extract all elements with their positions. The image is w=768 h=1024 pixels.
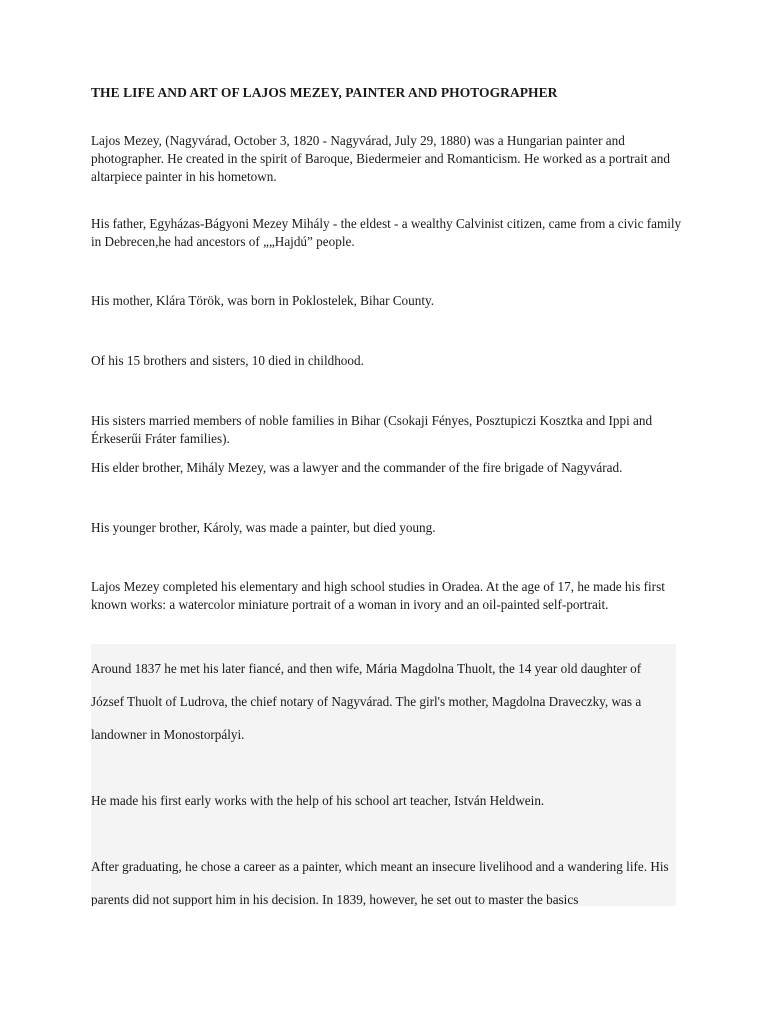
paragraph-mother: His mother, Klára Török, was born in Poklostelek, Bihar County. [91, 293, 435, 308]
shaded-text-block [91, 644, 676, 906]
paragraph-younger-brother: His younger brother, Károly, was made a painter, but died young. [91, 520, 436, 535]
paragraph-father: His father, Egyházas-Bágyoni Mezey Mihály - the eldest - a wealthy Calvinist citizen, came from a civic family in Debrecen,he had ancestors of „„Hajdú” people. [91, 216, 682, 249]
paragraph-elder-brother: His elder brother, Mihály Mezey, was a lawyer and the commander of the fire brigade of Nagyvárad. [91, 460, 623, 475]
paragraph-studies: Lajos Mezey completed his elementary and high school studies in Oradea. At the age of 17, he made his first known works: a watercolor miniature portrait of a woman in ivory and an oil-painted self-portrait. [91, 579, 665, 612]
paragraph-fiance: Around 1837 he met his later fiancé, and then wife, Mária Magdolna Thuolt, the 14 year old daughter of József Thuolt of Ludrova, the chief notary of Nagyvárad. The girl's mother, Magdolna Draveczky, was a landowner in Monostorpályi. [91, 661, 642, 742]
paragraph-intro: Lajos Mezey, (Nagyvárad, October 3, 1820 - Nagyvárad, July 29, 1880) was a Hungarian painter and photographer. He created in the spirit of Baroque, Biedermeier and Romanticism. He worked as a portrait and altarpiece painter in his hometown. [91, 133, 670, 184]
paragraph-sisters: His sisters married members of noble families in Bihar (Csokaji Fényes, Posztupiczi Kosztka and Ippi and Érkeserűi Fráter families). [91, 413, 653, 446]
paragraph-siblings: Of his 15 brothers and sisters, 10 died in childhood. [91, 353, 364, 368]
paragraph-art-teacher: He made his first early works with the help of his school art teacher, István Heldwein. [91, 793, 545, 808]
document-title: THE LIFE AND ART OF LAJOS MEZEY, PAINTER AND PHOTOGRAPHER [91, 85, 558, 100]
paragraph-career: After graduating, he chose a career as a painter, which meant an insecure livelihood and a wandering life. His parents did not support him in his decision. In 1839, however, he set out to master the basics [91, 859, 669, 906]
